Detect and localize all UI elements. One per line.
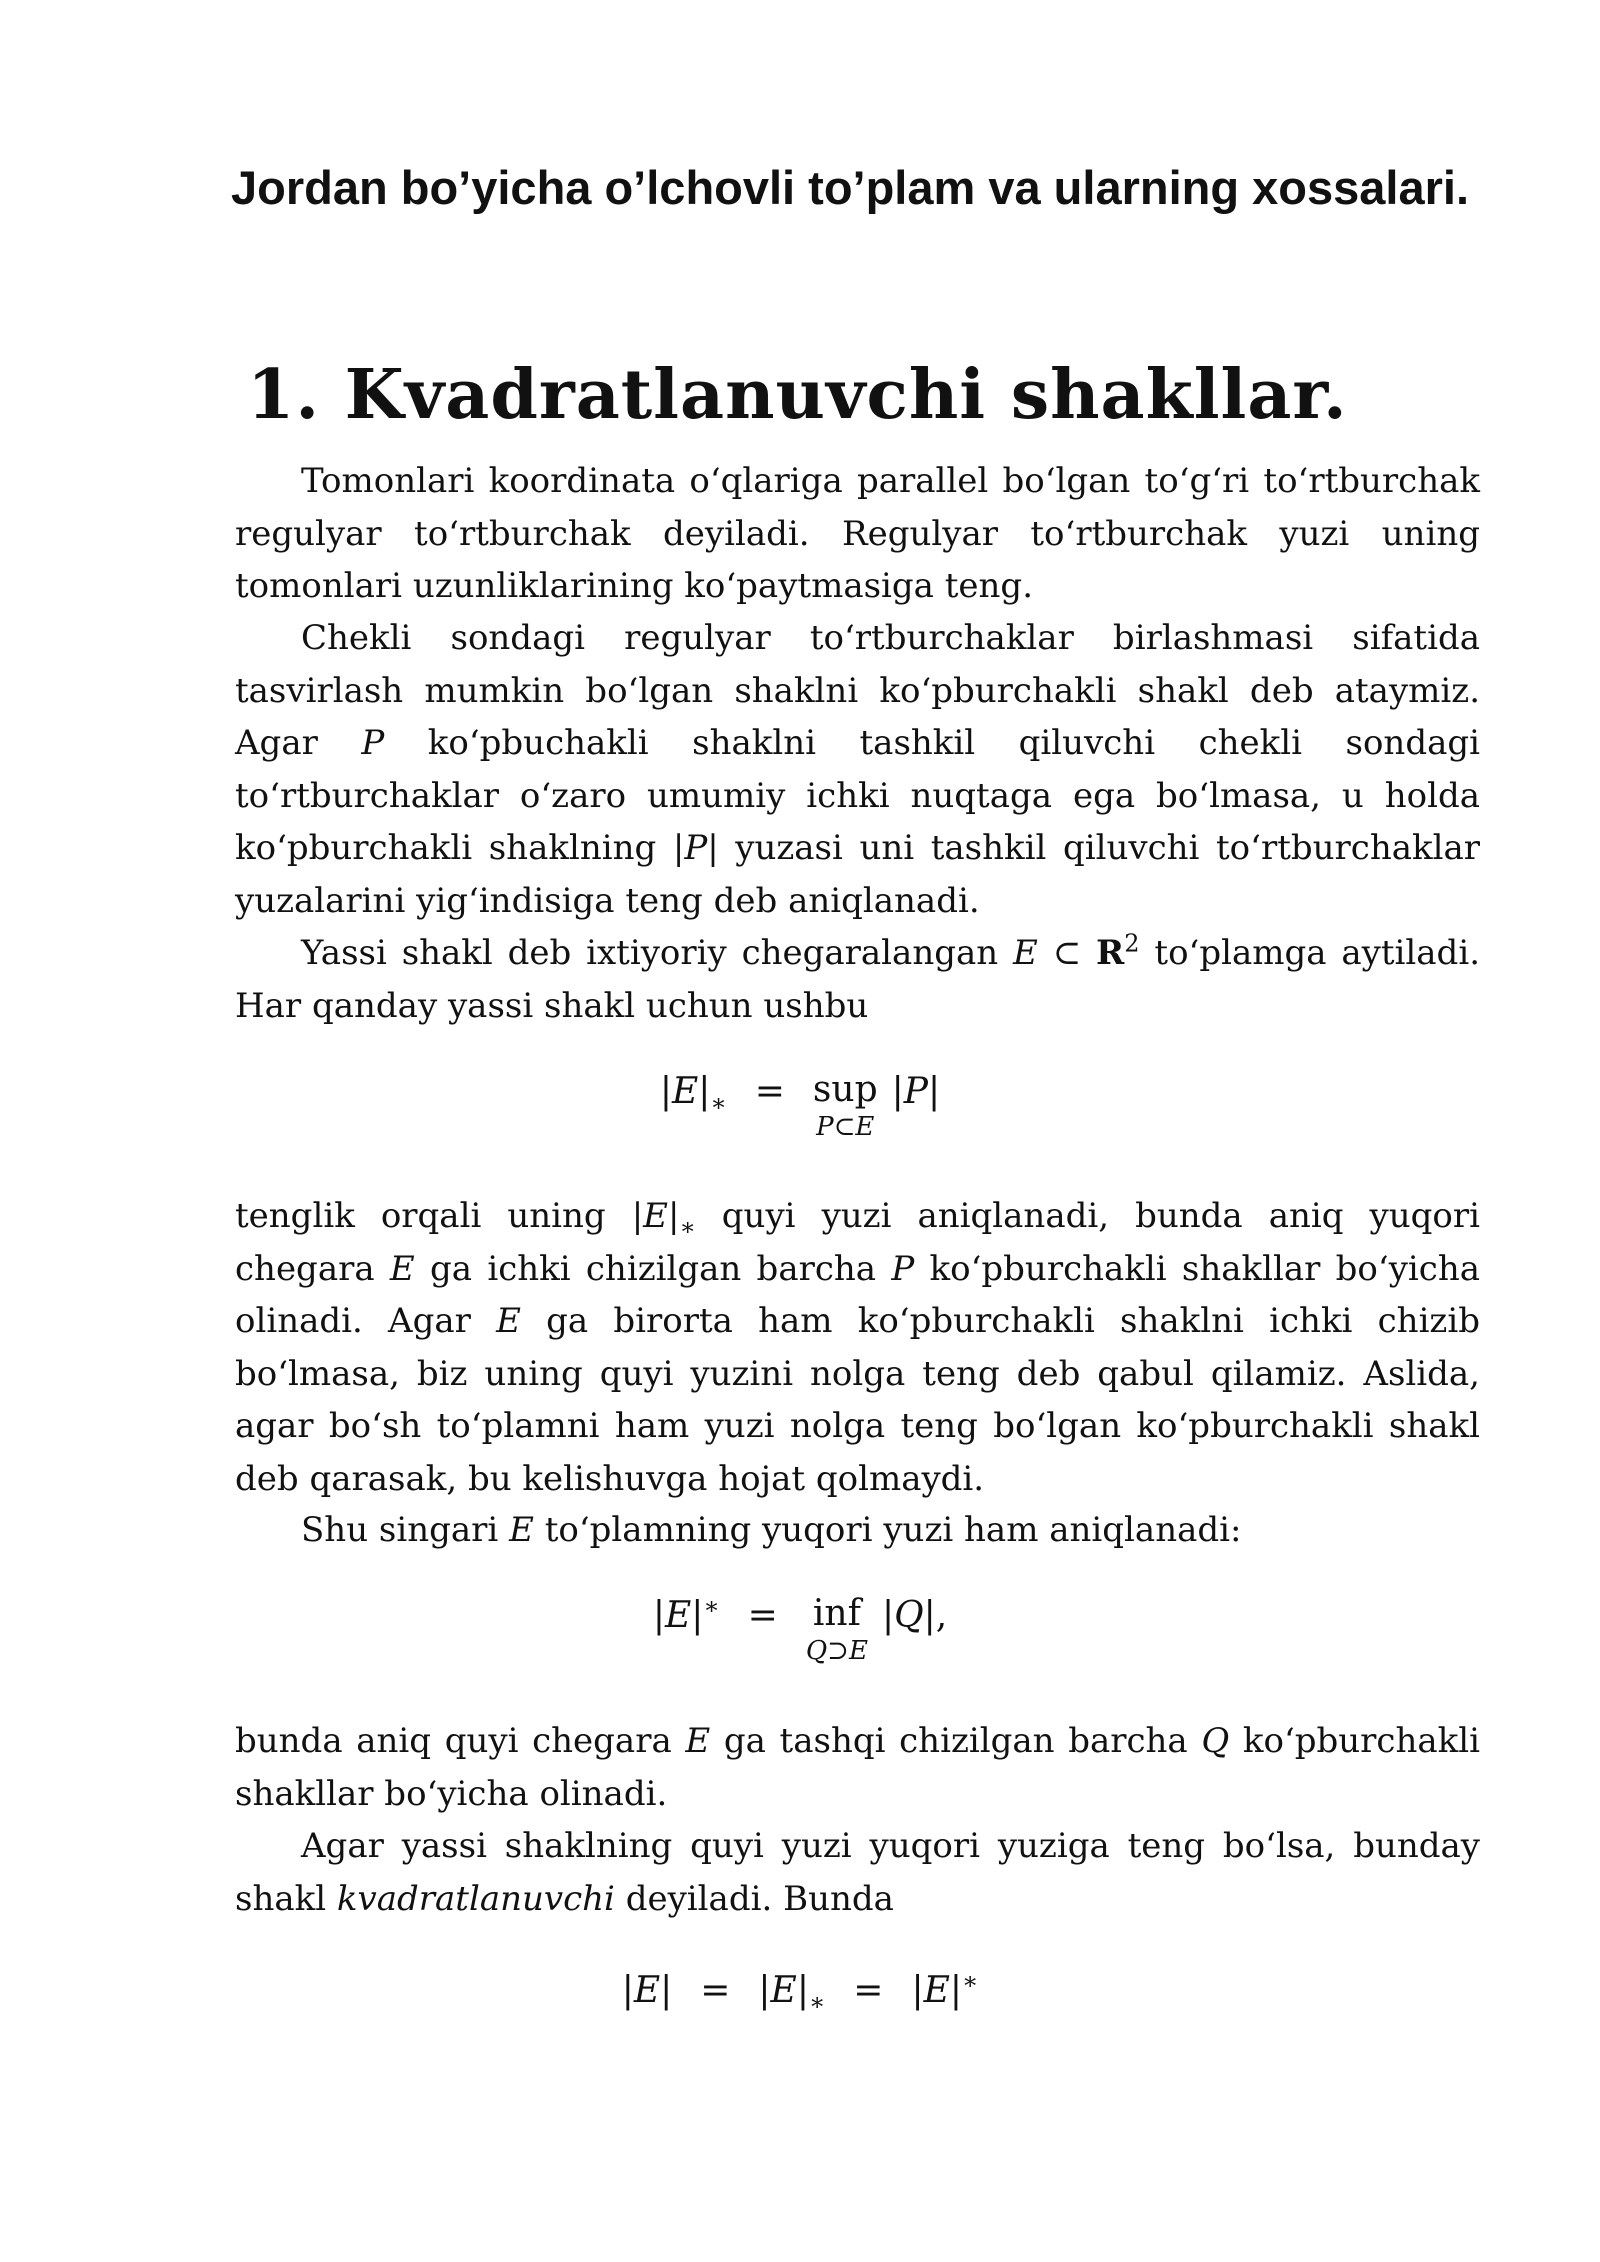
paragraph-3: Yassi shakl deb ixtiyoriy chegaralangan E ⊂ $R^2$ to‘plamga aytiladi. Har qanday yassi shakl uchun ushbu [235, 929, 1480, 1026]
section-heading: 1. Kvadratlanuvchi shakllar. [247, 355, 1348, 435]
paragraph-7: Agar yassi shaklning quyi yuzi yuqori yuziga teng bo‘lsa, bunday shakl kvadratlanuvchi deyiladi. Bunda [235, 1826, 1480, 1919]
term-kvadratlanuvchi: kvadratlanuvchi [336, 1878, 615, 1919]
paragraph-2: Chekli sondagi regulyar to‘rtburchaklar birlashmasi sifatida tasvirlash mumkin bo‘lgan shaklni ko‘pburchakli shakl deb ataymiz. Agar P ko‘pbuchakli shaklni tashkil qiluvchi chekli sondagi to‘rtburchaklar o‘zaro umumiy ichki nuqtaga ega bo‘lmasa, u holda ko‘pburchakli shaklning |P| yuzasi uni tashkil qiluvchi to‘rtburchaklar yuzalarini yig‘indisiga teng deb aniqlanadi. [235, 618, 1480, 921]
paragraph-1: Tomonlari koordinata o‘qlariga parallel bo‘lgan to‘g‘ri to‘rtburchak regulyar to‘rtburchak deyiladi. Regulyar to‘rtburchak yuzi uning tomonlari uzunliklarining ko‘paytmasiga teng. [235, 461, 1480, 606]
equation-jordan-measure: |E| = $|E|_∗$ = |E|∗ [621, 1967, 979, 2017]
paragraph-6: bunda aniq quyi chegara E ga tashqi chizilgan barcha Q ko‘pburchakli shakllar bo‘yicha olinadi. [235, 1721, 1480, 1814]
paragraph-4: tenglik orqali uning $|E|_∗$ quyi yuzi aniqlanadi, bunda aniq yuqori chegara E ga ichki chizilgan barcha P ko‘pburchakli shakllar bo‘yicha olinadi. Agar E ga birorta ham ko‘pburchakli shaklni ichki chizib bo‘lmasa, biz uning quyi yuzini nolga teng deb qabul qilamiz. Aslida, agar bo‘sh to‘plamni ham yuzi nolga teng bo‘lgan ko‘pburchakli shakl deb qarasak, bu kelishuvga hojat qolmaydi. [235, 1196, 1480, 1499]
equation-upper-area: |E|∗ = inf Q⊃E |Q|, [652, 1592, 948, 1666]
paragraph-5: Shu singari E to‘plamning yuqori yuzi ham aniqlanadi: [301, 1510, 1242, 1550]
document-title: Jordan bo’yicha o’lchovli to’plam va ularning xossalari. [231, 161, 1469, 214]
equation-lower-area: $|E|_∗$ = sup P⊂E |P| [659, 1069, 941, 1142]
